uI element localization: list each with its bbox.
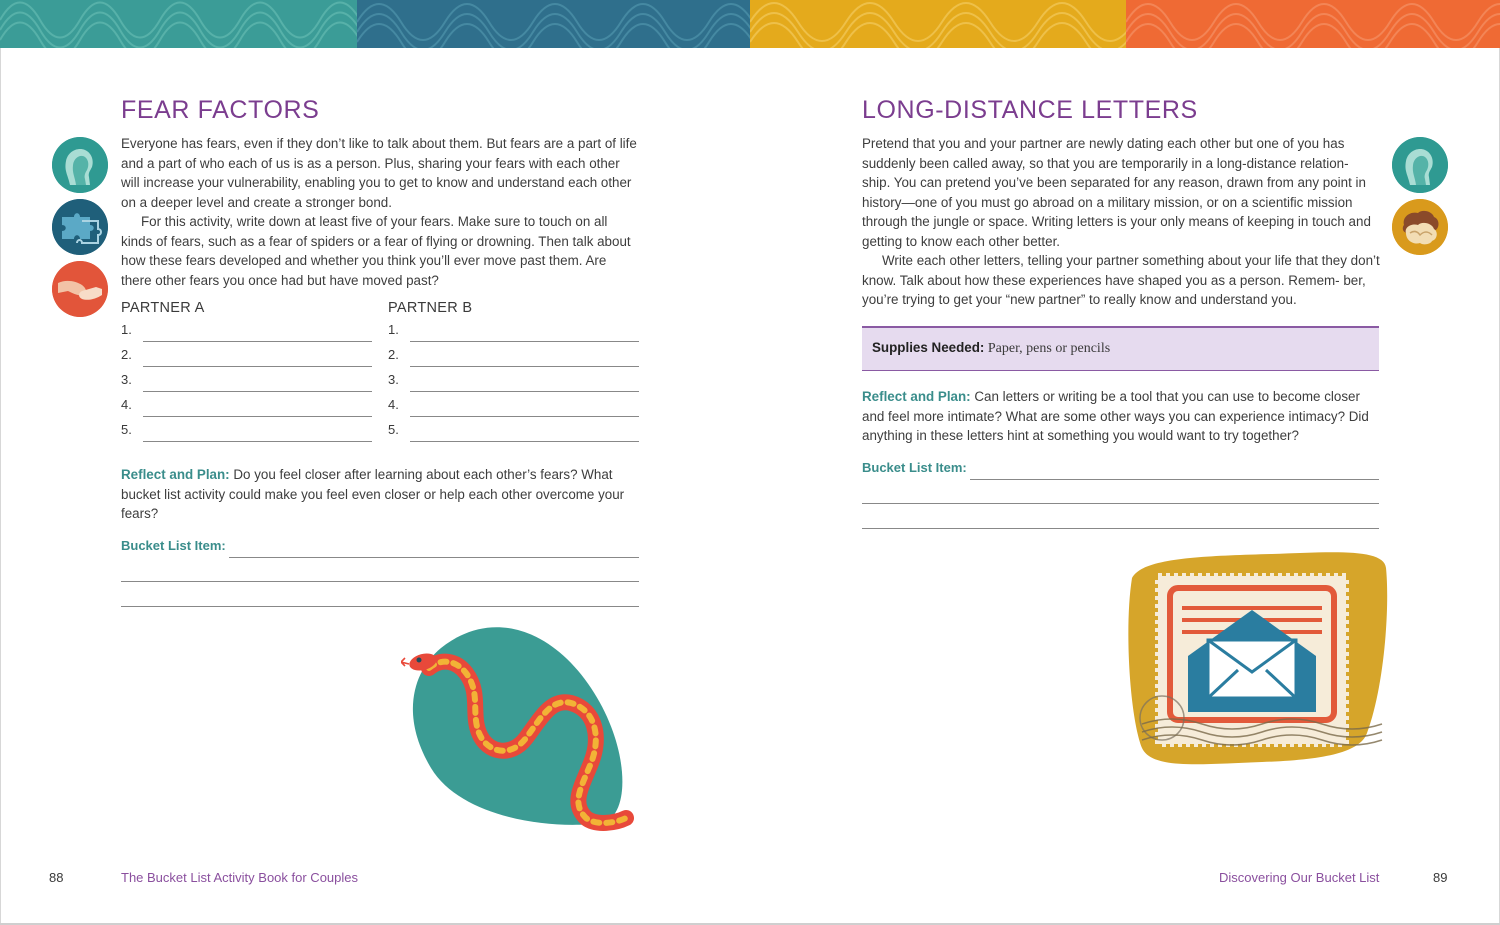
partner-a-entry[interactable] — [121, 422, 372, 442]
writing-line[interactable] — [410, 391, 639, 392]
partner-b-entry[interactable] — [388, 422, 639, 442]
band-segment-blue — [357, 0, 750, 48]
intro-text — [121, 134, 639, 290]
page-number: 89 — [1433, 870, 1448, 885]
left-page — [0, 48, 750, 925]
partner-a-entry[interactable] — [121, 372, 372, 392]
puzzle-icon — [52, 199, 108, 255]
entry-number: 2. — [121, 347, 132, 362]
partner-a-entry[interactable] — [121, 347, 372, 367]
head-profile-icon — [52, 137, 108, 193]
reflect-and-plan — [121, 465, 631, 524]
band-segment-teal — [0, 0, 357, 48]
envelope-stamp-illustration — [1122, 548, 1392, 773]
top-decorative-band — [0, 0, 1500, 48]
reflect-text: Do you feel closer after learning about each other’s fears? What bucket list activity could make you feel even closer or help each other overcome your fears? — [121, 467, 625, 521]
entry-number: 3. — [121, 372, 132, 387]
paragraph: Everyone has fears, even if they don’t like to talk about them. But fears are a part of life and a part of who each of us is as a person. Plus, sharing your fears with each other will increase your vulnerability, enabling you to get to know and understand each other on a deeper level and create a stronger bond. — [121, 136, 637, 210]
bucket-list-item[interactable] — [862, 460, 1379, 480]
page-title: LONG-DISTANCE LETTERS — [862, 96, 1198, 124]
entry-number: 2. — [388, 347, 399, 362]
paragraph: Write each other letters, telling your partner something about your life that they don’t know. Talk about how these experiences have shaped you as a person. Remem- ber, you’re trying to get your “new partner” to really know and understand you. — [862, 253, 1380, 307]
band-segment-yellow — [750, 0, 1126, 48]
entry-number: 1. — [388, 322, 399, 337]
page-title: FEAR FACTORS — [121, 96, 320, 124]
writing-line[interactable] — [143, 416, 372, 417]
writing-line[interactable] — [410, 341, 639, 342]
hands-icon — [52, 261, 108, 317]
writing-line[interactable] — [143, 441, 372, 442]
partner-b-entry[interactable] — [388, 397, 639, 417]
entry-number: 4. — [121, 397, 132, 412]
partner-b-heading: PARTNER B — [388, 300, 473, 316]
brain-icon — [1392, 199, 1448, 255]
writing-line[interactable] — [143, 341, 372, 342]
paragraph: For this activity, write down at least five of your fears. Make sure to touch on all kinds of fears, such as a fear of spiders or a fear of flying or drowning. Then talk about how these fears developed and whether you think you’ll ever move past them. Are there other fears you once had but have moved past? — [121, 214, 631, 288]
partner-a-entry[interactable] — [121, 397, 372, 417]
supplies-needed-box — [862, 326, 1379, 371]
reflect-and-plan — [862, 387, 1380, 446]
writing-line[interactable] — [121, 606, 639, 607]
band-segment-orange — [1126, 0, 1500, 48]
writing-line[interactable] — [862, 503, 1379, 504]
bucket-list-label: Bucket List Item: — [121, 538, 226, 553]
running-footer: The Bucket List Activity Book for Couples — [121, 870, 358, 885]
page-number: 88 — [49, 870, 64, 885]
bucket-list-item[interactable] — [121, 538, 639, 558]
entry-number: 5. — [388, 422, 399, 437]
entry-number: 1. — [121, 322, 132, 337]
reflect-label: Reflect and Plan: — [862, 389, 971, 404]
writing-line[interactable] — [229, 557, 639, 558]
writing-line[interactable] — [143, 366, 372, 367]
reflect-label: Reflect and Plan: — [121, 467, 230, 482]
running-footer: Discovering Our Bucket List — [1219, 870, 1380, 885]
supplies-value: Paper, pens or pencils — [984, 341, 1111, 356]
writing-line[interactable] — [410, 441, 639, 442]
partner-a-heading: PARTNER A — [121, 300, 205, 316]
writing-line[interactable] — [410, 416, 639, 417]
head-profile-icon — [1392, 137, 1448, 193]
snake-illustration — [401, 618, 641, 833]
writing-line[interactable] — [143, 391, 372, 392]
bucket-list-label: Bucket List Item: — [862, 460, 967, 475]
intro-text — [862, 134, 1380, 310]
entry-number: 5. — [121, 422, 132, 437]
writing-line[interactable] — [862, 528, 1379, 529]
entry-number: 3. — [388, 372, 399, 387]
supplies-label: Supplies Needed: — [872, 340, 985, 355]
partner-b-entry[interactable] — [388, 322, 639, 342]
reflect-text: Can letters or writing be a tool that you can use to become closer and feel more intimate? What are some other ways you can experience intimacy? Did anything in these letters hint at something you would want to try together? — [862, 389, 1369, 443]
writing-line[interactable] — [121, 581, 639, 582]
partner-b-entry[interactable] — [388, 372, 639, 392]
paragraph: Pretend that you and your partner are newly dating each other but one of you has suddenly been called away, so that you are temporarily in a long-distance relation- ship. You can pretend you’ve been separated for any reason, drawn from any point in history—one of you must go abroad on a military mission, or on a scientific mission through the jungle or space. Writing letters is your only means of keeping in touch and getting to know each other better. — [862, 136, 1371, 249]
writing-line[interactable] — [970, 479, 1379, 480]
writing-line[interactable] — [410, 366, 639, 367]
partner-a-entry[interactable] — [121, 322, 372, 342]
right-page — [750, 48, 1500, 925]
entry-number: 4. — [388, 397, 399, 412]
partner-b-entry[interactable] — [388, 347, 639, 367]
